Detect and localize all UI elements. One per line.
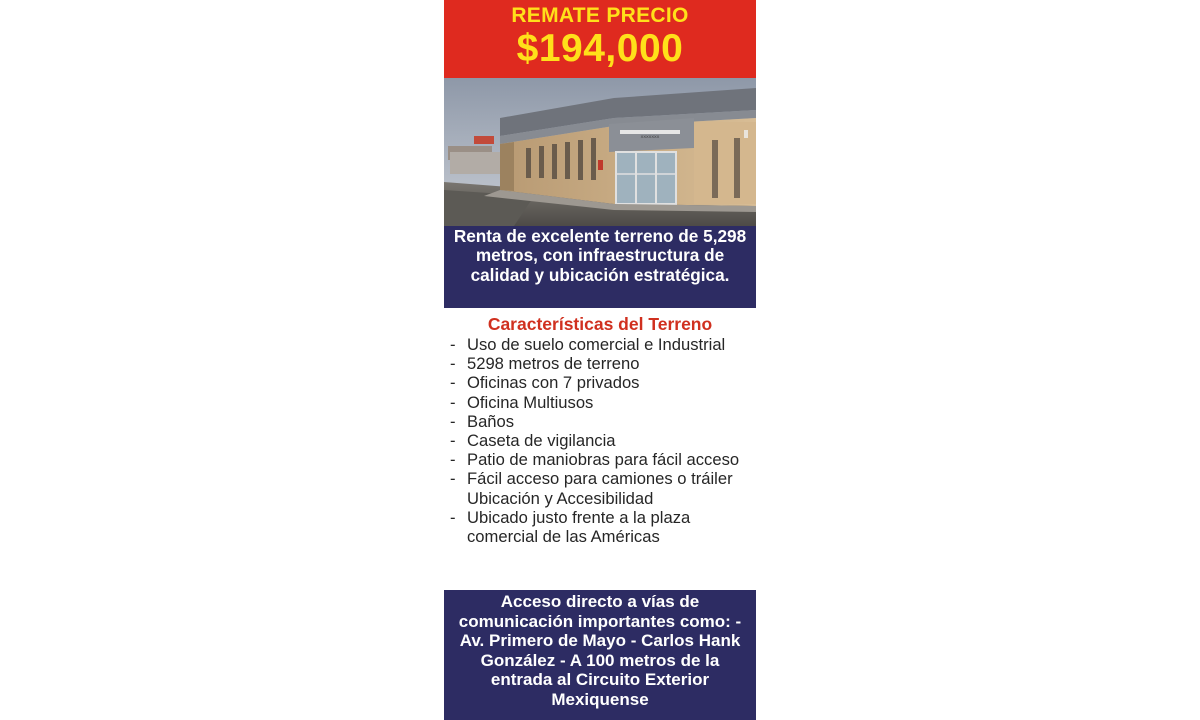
access-text: Acceso directo a vías de comunicación importantes como: - Av. Primero de Mayo - Carlos Hank González - A 100 metros de la entrada al Circuito Exterior Mexiquense	[458, 592, 742, 709]
feature-item: - Patio de maniobras para fácil acceso	[450, 450, 740, 470]
banner-headline: REMATE PRECIO	[511, 4, 689, 27]
feature-item: - Oficinas con 7 privados	[450, 373, 640, 393]
property-photo	[444, 78, 756, 226]
bullet-dash: -	[450, 373, 456, 393]
intro-block	[444, 226, 756, 308]
feature-item: - Uso de suelo comercial e Industrial	[450, 335, 726, 354]
feature-item: - Oficina Multiusos	[450, 392, 594, 412]
access-block	[444, 590, 756, 720]
bullet-dash: -	[450, 507, 456, 527]
bullet-dash: -	[450, 450, 456, 470]
features-list	[450, 335, 754, 546]
bullet-dash: -	[450, 392, 456, 412]
listing-flyer	[444, 0, 756, 720]
bullet-dash: -	[450, 469, 456, 489]
features-section	[444, 308, 756, 590]
bullet-dash: -	[450, 335, 456, 354]
feature-item: - Fácil acceso para camiones o tráiler Ubicación y Accesibilidad	[450, 469, 733, 508]
bullet-dash: -	[450, 431, 456, 451]
price-banner	[444, 0, 756, 78]
feature-item: - 5298 metros de terreno	[450, 354, 640, 374]
feature-item: - Ubicado justo frente a la plaza comercial de las Américas	[450, 507, 691, 547]
feature-item: - Baños	[450, 411, 515, 431]
bullet-dash: -	[450, 354, 456, 374]
bullet-dash: -	[450, 411, 456, 431]
feature-item: - Caseta de vigilancia	[450, 431, 616, 451]
banner-price: $194,000	[516, 27, 684, 70]
building-sign-text: XXXXXXX	[640, 134, 660, 139]
intro-text: Renta de excelente terreno de 5,298 metros, con infraestructura de calidad y ubicación estratégica.	[453, 226, 747, 285]
features-title: Características del Terreno	[487, 314, 713, 334]
